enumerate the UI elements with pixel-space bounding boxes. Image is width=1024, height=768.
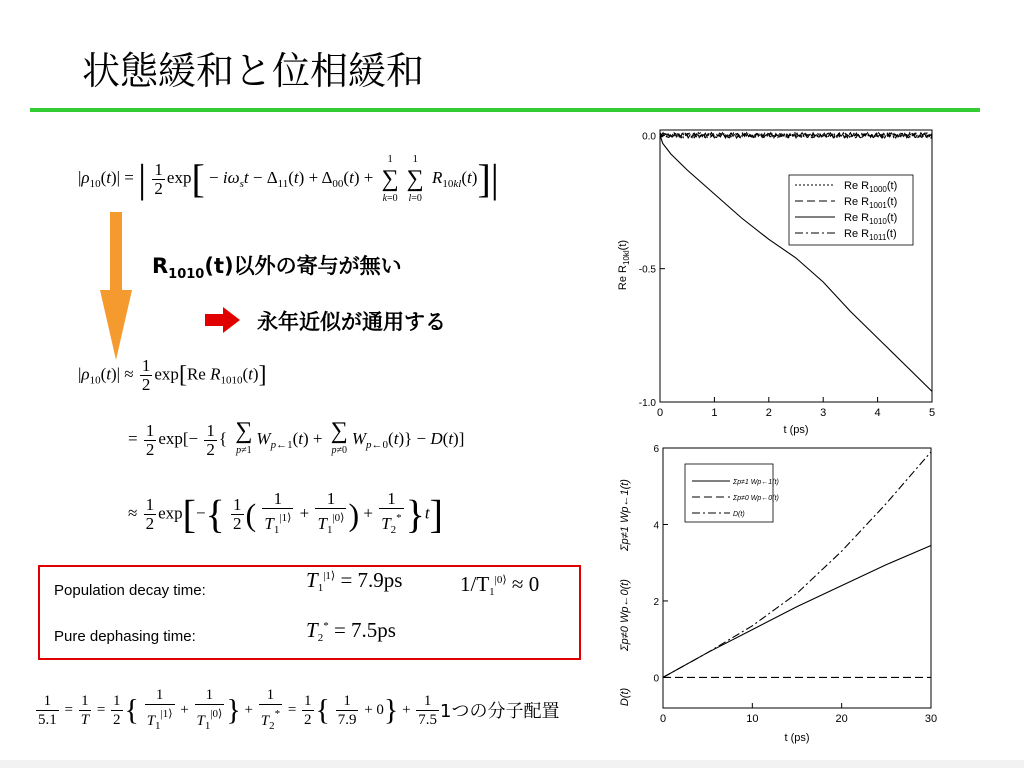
legend-label: Σp≠0 Wp←0(t) [733, 495, 779, 502]
x-tick-label: 10 [746, 713, 759, 725]
red-right-arrow [205, 307, 241, 333]
chart1-frame [660, 130, 932, 402]
population-decay-label: Population decay time: [54, 582, 206, 599]
y-tick-label: 6 [653, 444, 659, 455]
legend-label: Re $R_{1011}(t)$ [844, 228, 897, 242]
y-tick-label: 0.0 [642, 131, 656, 143]
slide-title: 状態緩和と位相緩和 [82, 49, 425, 93]
x-tick-label: 1 [711, 407, 718, 419]
x-tick-label: 4 [874, 407, 881, 419]
chart2-ylabel-w0: Σp≠0 Wp←0(t) [619, 579, 631, 651]
chart1-ylabel: Re $R_{10kl}(t)$ [617, 239, 631, 291]
x-tick-label: 5 [928, 407, 936, 419]
chart2-xlabel: t (ps) [784, 732, 810, 744]
legend-label: Σp≠1 Wp←1(t) [733, 479, 779, 486]
x-tick-label: 2 [765, 407, 772, 419]
T2-value: $T_2^* = 7.5ps$ [306, 618, 396, 644]
series-line [660, 135, 932, 391]
equation-rho10-approx: $|\rho_{10}(t)|$ ≈ $\frac{1}{2}$ exp[Re $R_{1010}(t)$] [78, 356, 267, 394]
x-tick-label: 0 [659, 713, 667, 725]
series-line [663, 546, 931, 678]
title-underline [30, 108, 980, 112]
y-tick-label: -0.5 [638, 264, 656, 276]
legend-label: Re $R_{1010}(t)$ [844, 212, 898, 226]
x-tick-label: 0 [656, 407, 664, 419]
single-configuration-note: 1つの分子配置 [440, 701, 560, 722]
y-tick-label: 2 [653, 596, 659, 608]
chart-re-r10kl [600, 122, 945, 440]
x-tick-label: 3 [820, 407, 827, 419]
legend-label: Re $R_{1001}(t)$ [844, 196, 898, 210]
down-arrow [98, 212, 134, 362]
y-tick-label: 4 [653, 520, 659, 532]
T1-inverse-value: $1/T_1^{|0⟩} \approx 0$ [460, 572, 540, 598]
secular-approx-note: 永年近似が通用する [257, 310, 446, 334]
chart1-xlabel: t (ps) [783, 424, 809, 436]
y-tick-label: 0 [653, 673, 659, 685]
x-tick-label: 20 [835, 713, 848, 725]
equation-rate-sum: = $\frac{1}{2}$ exp[− $\frac{1}{2}$ { ∑ p≠1 $W_{p\leftarrow 1}(t)$ + ∑ p≠0 $W_{p\leftarrow 0}(t)\} - D(t)$] [128, 418, 465, 459]
legend-label: Re $R_{1000}(t)$ [844, 180, 898, 194]
equation-total-T: $\frac{1}{5.1}$ = $\frac{1}{T}$ = $\frac{1}{2}$ { $\frac{1}{T_1^{|1⟩}}$ + $\frac{1}{T_1^{|0⟩}}$ } + $\frac{1}{T_2^*}$ = $\frac{1}{2}$ { $\frac{1}{7.9}$ + 0} + $\frac{1}{7.5}$ [38, 687, 438, 732]
pure-dephasing-label: Pure dephasing time: [54, 628, 196, 645]
equation-T1-T2: ≈ $\frac{1}{2}$ exp[−{ $\frac{1}{2}$ ( $\frac{1}{T_1^{|1⟩}}$ + $\frac{1}{T_1^{|0⟩}}$ ) + $\frac{1}{T_2^*}$ }t] [128, 489, 443, 537]
chart-rates-and-dephasing [600, 440, 945, 752]
y-tick-label: -1.0 [638, 398, 656, 409]
bottom-strip [0, 760, 1024, 768]
T1-value: $T_1^{|1⟩} = 7.9ps$ [306, 568, 403, 594]
r1010-note: $R_{1010}(t)$以外の寄与が無い [152, 254, 402, 282]
legend-label: D(t) [733, 511, 745, 518]
equation-rho10-exact: $|\rho_{10}(t)|$ = | $\frac{1}{2}$ $\exp[ - i\omega_st - \Delta_{11}(t) + \Delta_{00}(t)$ + 1 ∑ k=0 1 ∑ l=0 $R_{10kl}(t)]|$ [78, 153, 499, 204]
x-tick-label: 30 [924, 713, 938, 725]
chart2-ylabel-w1: Σp≠1 Wp←1(t) [619, 479, 631, 551]
chart2-ylabel-d: D(t) [619, 687, 631, 707]
